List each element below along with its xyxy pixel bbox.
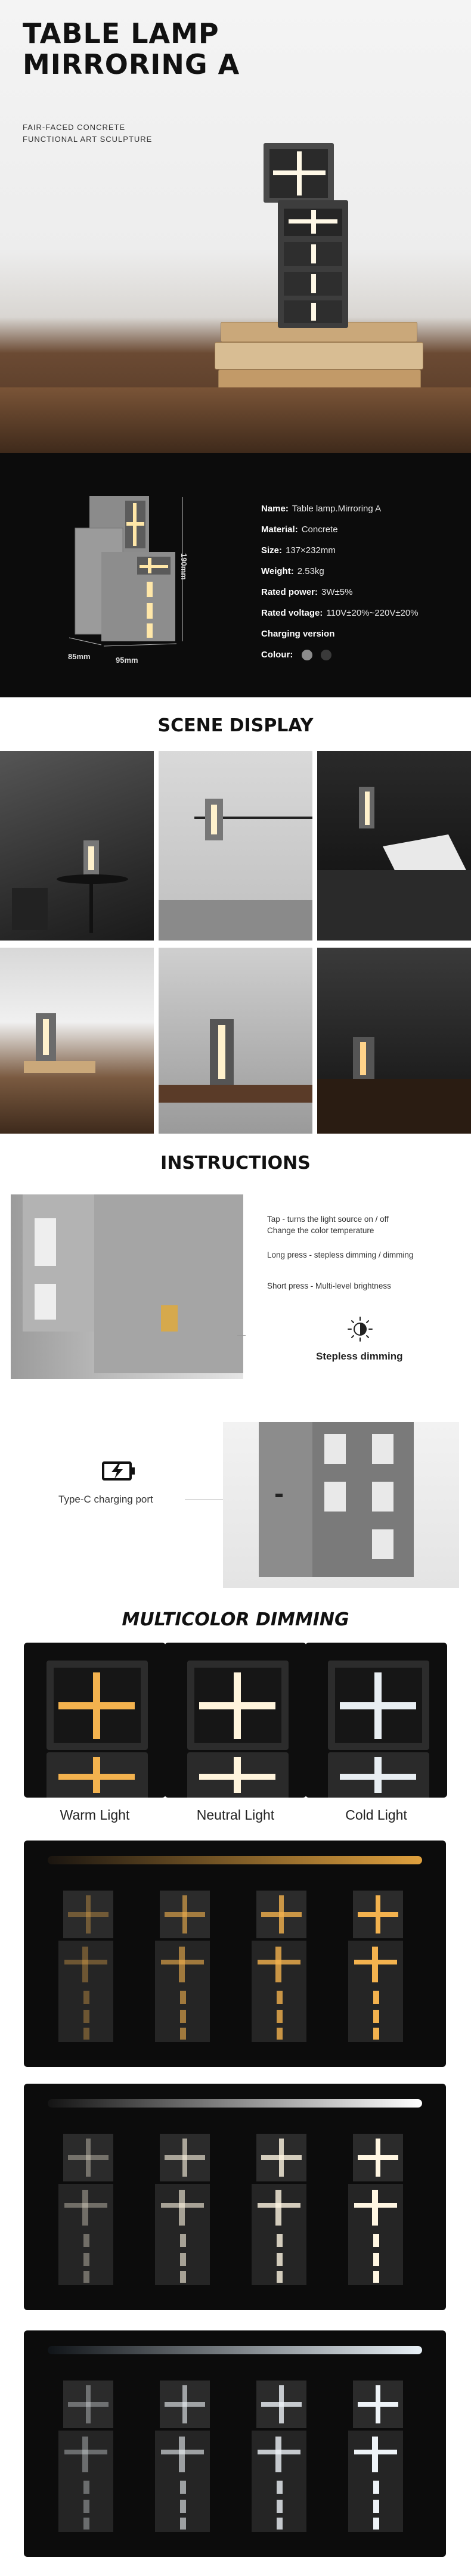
product-title: TABLE LAMP MIRRORING A xyxy=(23,17,240,80)
scene-photo-1 xyxy=(0,751,154,941)
hero-section xyxy=(0,0,471,453)
scene-photo-3 xyxy=(317,751,471,941)
warm-light-label: Warm Light xyxy=(60,1807,130,1823)
neutral-light-card xyxy=(165,1643,306,1798)
scene-photo-5 xyxy=(159,948,312,1134)
brightness-icon xyxy=(347,1316,373,1342)
dimming-lamp-1 xyxy=(58,1891,118,2046)
neutral-light-label: Neutral Light xyxy=(196,1807,275,1823)
dimming-lamp-2 xyxy=(155,2134,215,2289)
product-subtitle: FAIR-FACED CONCRETE FUNCTIONAL ART SCULPTURE xyxy=(23,123,153,144)
dimming-lamp-4 xyxy=(348,1891,408,2046)
hero-lamp-image xyxy=(261,143,351,328)
dimming-lamp-3 xyxy=(252,2381,311,2535)
dimming-lamp-4 xyxy=(348,2381,408,2535)
warm-light-card xyxy=(24,1643,166,1798)
dimming-lamp-4 xyxy=(348,2134,408,2289)
dimming-lamp-3 xyxy=(252,2134,311,2289)
battery-charging-icon xyxy=(101,1459,136,1483)
lamp-closeup-image xyxy=(11,1194,243,1379)
scene-photo-2 xyxy=(159,751,312,941)
charging-port-image xyxy=(223,1422,459,1588)
scene-photo-4 xyxy=(0,948,154,1134)
colour-swatch-dark[interactable] xyxy=(321,650,331,660)
dimming-lamp-1 xyxy=(58,2134,118,2289)
dimming-lamp-1 xyxy=(58,2381,118,2535)
dimming-lamp-3 xyxy=(252,1891,311,2046)
spec-list xyxy=(261,498,419,665)
neutral-dimming-panel xyxy=(24,2084,446,2310)
stepless-dimming-label: Stepless dimming xyxy=(316,1351,403,1362)
type-c-port-label: Type-C charging port xyxy=(58,1494,153,1505)
wooden-table xyxy=(0,387,471,453)
warm-brightness-gradient-bar xyxy=(48,1856,422,1864)
spec-row-charging: Charging version xyxy=(261,629,335,639)
tap-instruction: Tap - turns the light source on / off Change the color temperature xyxy=(267,1215,389,1235)
cold-light-card xyxy=(305,1643,447,1798)
width-dimension: 95mm xyxy=(116,656,138,665)
spec-row-size: Size: 137×232mm xyxy=(261,545,336,555)
spec-row-colour: Colour: xyxy=(261,644,419,665)
scene-photo-6 xyxy=(317,948,471,1134)
neutral-brightness-gradient-bar xyxy=(48,2099,422,2108)
spec-row-weight: Weight: 2.53kg xyxy=(261,566,324,576)
short-press-instruction: Short press - Multi-level brightness xyxy=(267,1281,391,1290)
spec-row-material: Material: Concrete xyxy=(261,524,338,535)
depth-dimension: 85mm xyxy=(68,652,91,661)
dimming-lamp-2 xyxy=(155,2381,215,2535)
colour-swatch-grey[interactable] xyxy=(302,650,312,660)
dimming-lamp-2 xyxy=(155,1891,215,2046)
instructions-heading: INSTRUCTIONS xyxy=(160,1153,311,1174)
multicolor-heading: MULTICOLOR DIMMING xyxy=(122,1609,349,1630)
long-press-instruction: Long press - stepless dimming / dimming xyxy=(267,1250,414,1259)
spec-row-voltage: Rated voltage: 110V±20%~220V±20% xyxy=(261,608,419,618)
cold-brightness-gradient-bar xyxy=(48,2346,422,2354)
spec-row-name: Name: Table lamp.Mirroring A xyxy=(261,504,382,514)
cold-light-label: Cold Light xyxy=(345,1807,407,1823)
height-dimension: 190mm xyxy=(179,553,188,580)
warm-dimming-panel xyxy=(24,1841,446,2067)
scene-heading: SCENE DISPLAY xyxy=(157,715,314,736)
spec-row-power: Rated power: 3W±5% xyxy=(261,587,353,597)
spec-section xyxy=(0,453,471,697)
cold-dimming-panel xyxy=(24,2330,446,2557)
spec-lamp-diagram xyxy=(66,495,191,650)
